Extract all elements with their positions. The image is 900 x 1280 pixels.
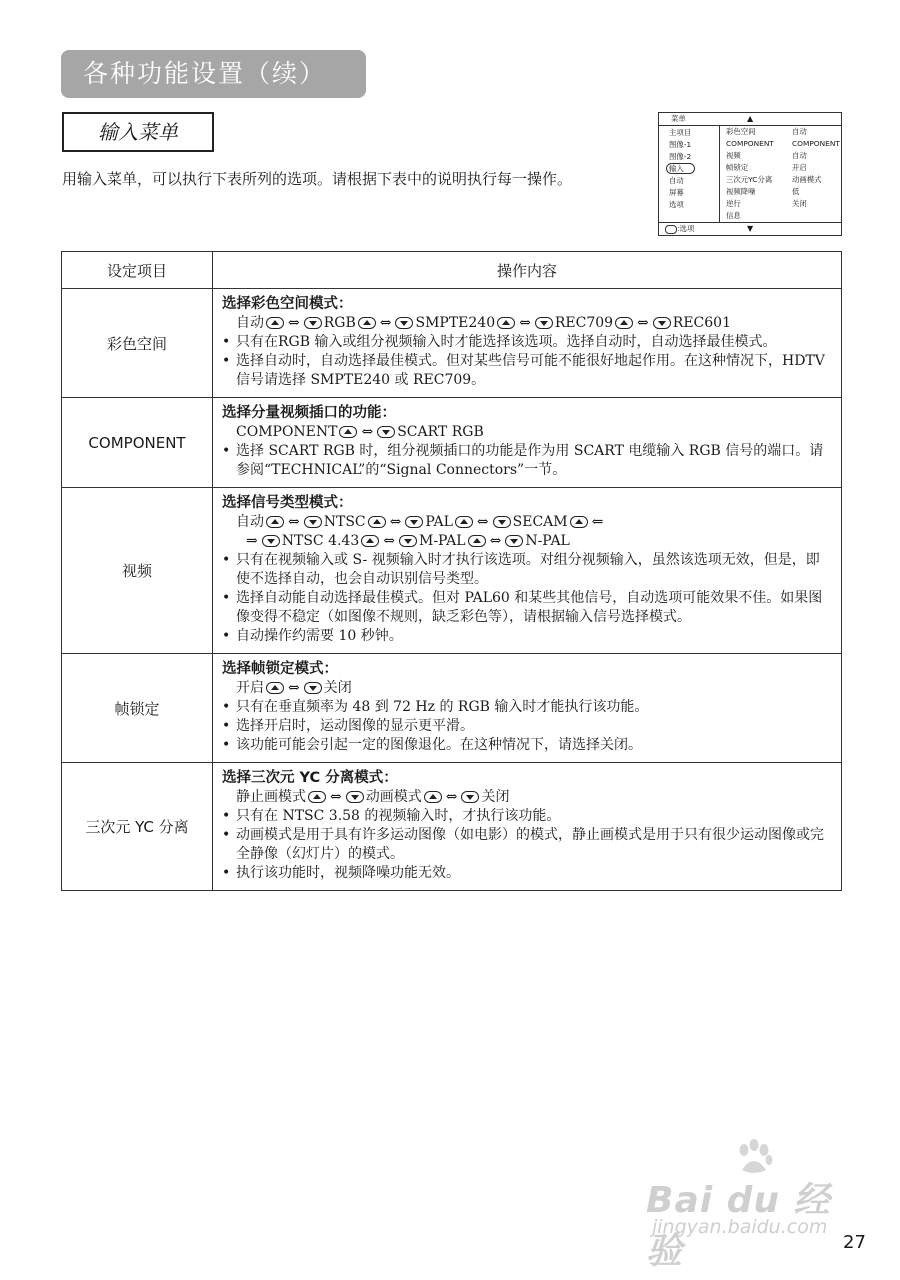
option-value: 动画模式 — [365, 789, 422, 805]
menu-row-key: COMPONENT — [726, 139, 774, 148]
arrow-symbol: ⇔ — [361, 424, 374, 440]
menu-footer-label: 选项 — [679, 224, 695, 233]
up-button-icon — [339, 426, 357, 438]
option-cycle — [222, 513, 831, 532]
down-button-icon — [377, 426, 395, 438]
option-value: N-PAL — [525, 533, 570, 549]
down-button-icon — [304, 317, 322, 329]
setting-name: COMPONENT — [62, 398, 213, 488]
up-button-icon — [570, 516, 588, 528]
arrow-symbol: ⇔ — [379, 315, 392, 331]
menu-row-value: 低 — [792, 187, 800, 196]
option-title: 选择帧锁定模式： — [222, 661, 338, 677]
note-bullet: • 选择自动能自动选择最佳模式。但对 PAL60 和某些其他信号，自动选项可能效果不佳。如果图像变得不稳定（如图像不规则，缺乏彩色等），请根据输入信号选择模式。 — [222, 589, 831, 627]
down-button-icon — [653, 317, 671, 329]
option-value: PAL — [425, 514, 453, 530]
down-button-icon — [346, 791, 364, 803]
table-header-row — [62, 252, 842, 289]
down-button-icon — [262, 535, 280, 547]
down-button-icon — [304, 516, 322, 528]
menu-footer: :选项 — [665, 223, 694, 234]
menu-left-item: 图像-1 — [669, 140, 692, 149]
scroll-down-icon: ▼ — [747, 224, 754, 233]
menu-left-item-selected: 输入 — [666, 163, 695, 174]
option-value: SCART RGB — [397, 424, 484, 440]
down-button-icon — [399, 535, 417, 547]
option-cycle — [222, 314, 831, 333]
menu-left-item: 屏幕 — [669, 188, 684, 197]
menu-row-value: 动画模式 — [792, 175, 822, 184]
option-value: REC601 — [672, 315, 731, 331]
down-button-icon — [405, 516, 423, 528]
menu-row-key: 逆行 — [726, 199, 741, 208]
up-button-icon — [266, 516, 284, 528]
menu-row — [720, 161, 841, 173]
table-row — [62, 289, 842, 398]
note-bullet: • 只有在垂直频率为 48 到 72 Hz 的 RGB 输入时才能执行该功能。 — [222, 698, 831, 717]
option-value: NTSC — [323, 514, 366, 530]
option-value: 静止画模式 — [236, 789, 306, 805]
arrow-symbol: ⇔ — [288, 315, 300, 331]
option-title: 选择三次元 YC 分离模式： — [222, 770, 398, 786]
option-value: 自动 — [236, 514, 264, 530]
chapter-title: 各种功能设置（续） — [83, 59, 327, 88]
note-bullet: • 动画模式是用于具有许多运动图像（如电影）的模式，静止画模式是用于只有很少运动图像或完全静像（幻灯片）的模式。 — [222, 826, 831, 864]
up-button-icon — [468, 535, 486, 547]
table-row — [62, 488, 842, 654]
menu-row — [720, 173, 841, 185]
option-cycle — [222, 788, 831, 807]
option-title: 选择彩色空间模式： — [222, 296, 353, 312]
menu-left-item: 自动 — [669, 176, 684, 185]
menu-row — [720, 125, 841, 137]
menu-left-item: 选项 — [669, 200, 684, 209]
menu-row — [720, 197, 841, 209]
menu-row-value: COMPONENT — [792, 139, 840, 148]
menu-row-key: 三次元YC分离 — [726, 175, 773, 184]
up-button-icon — [615, 317, 633, 329]
note-bullet: • 选择自动时，自动选择最佳模式。但对某些信号可能不能很好地起作用。在这种情况下，HDTV 信号请选择 SMPTE240 或 REC709。 — [222, 352, 831, 390]
option-value: COMPONENT — [236, 424, 338, 440]
menu-bottom-bar — [659, 222, 841, 235]
header-content: 操作内容 — [213, 252, 842, 289]
note-bullet: • 只有在RGB 输入或组分视频输入时才能选择该选项。选择自动时，自动选择最佳模式。 — [222, 333, 831, 352]
up-button-icon — [455, 516, 473, 528]
arrow-symbol: ⇔ — [288, 680, 300, 696]
up-button-icon — [358, 317, 376, 329]
up-button-icon — [308, 791, 326, 803]
menu-row — [720, 185, 841, 197]
option-cycle — [222, 679, 831, 698]
down-button-icon — [535, 317, 553, 329]
section-title: 输入菜单 — [98, 120, 178, 144]
note-bullet: • 执行该功能时，视频降噪功能无效。 — [222, 864, 831, 883]
menu-row-key: 视频 — [726, 151, 741, 160]
watermark-url: jingyan.baidu.com — [652, 1216, 828, 1238]
setting-description — [213, 289, 842, 398]
scroll-up-icon: ▲ — [747, 114, 754, 123]
up-button-icon — [497, 317, 515, 329]
option-value: 自动 — [236, 315, 264, 331]
up-button-icon — [368, 516, 386, 528]
menu-left-item: 图像-2 — [669, 152, 692, 161]
menu-row-key: 帧锁定 — [726, 163, 749, 172]
option-cycle — [222, 423, 831, 442]
table-row — [62, 654, 842, 763]
option-cycle — [222, 532, 831, 551]
arrow-symbol: ⇔ — [445, 789, 458, 805]
arrow-symbol: ⇔ — [489, 533, 502, 549]
menu-title: 菜单 — [671, 114, 686, 123]
note-bullet: • 选择开启时，运动图像的显示更平滑。 — [222, 717, 831, 736]
header-item: 设定项目 — [62, 252, 213, 289]
table-row — [62, 763, 842, 891]
page-number: 27 — [843, 1232, 866, 1253]
option-value: M-PAL — [418, 533, 466, 549]
menu-row-value: 关闭 — [792, 199, 807, 208]
menu-row — [720, 209, 841, 221]
arrow-symbol: ⇔ — [637, 315, 649, 331]
setting-description — [213, 654, 842, 763]
setting-description — [213, 488, 842, 654]
setting-name: 三次元 YC 分离 — [62, 763, 213, 891]
option-value: RGB — [323, 315, 356, 331]
up-button-icon — [266, 317, 284, 329]
option-value: REC709 — [554, 315, 614, 331]
menu-left-list — [669, 127, 695, 211]
option-title: 选择分量视频插口的功能： — [222, 405, 396, 421]
up-button-icon — [266, 682, 284, 694]
menu-screenshot — [658, 112, 842, 236]
menu-row-value: 自动 — [792, 151, 807, 160]
arrow-symbol: ⇔ — [330, 789, 342, 805]
up-button-icon — [424, 791, 442, 803]
arrow-symbol: ⇐ — [591, 514, 604, 530]
chapter-title-banner — [61, 50, 366, 98]
arrow-symbol: ⇔ — [476, 514, 489, 530]
arrow-symbol: ⇔ — [389, 514, 402, 530]
watermark-brand: Bai du 经验 — [646, 1180, 831, 1272]
menu-row-key: 信息 — [726, 211, 741, 220]
select-button-icon — [665, 225, 677, 234]
menu-right-list — [719, 125, 841, 223]
setting-description — [213, 398, 842, 488]
option-value: SMPTE240 — [415, 315, 496, 331]
menu-row-key: 彩色空间 — [726, 127, 756, 136]
baidu-watermark — [646, 1138, 846, 1272]
down-button-icon — [505, 535, 523, 547]
option-value: NTSC 4.43 — [281, 533, 360, 549]
menu-row — [720, 149, 841, 161]
note-bullet: • 自动操作约需要 10 秒钟。 — [222, 627, 831, 646]
down-button-icon — [304, 682, 322, 694]
option-value: 关闭 — [323, 680, 352, 696]
down-button-icon — [493, 516, 511, 528]
setting-name: 视频 — [62, 488, 213, 654]
option-value: SECAM — [512, 514, 568, 530]
table-row — [62, 398, 842, 488]
note-bullet: • 只有在视频输入或 S- 视频输入时才执行该选项。对组分视频输入，虽然该选项无效，但是，即使不选择自动，也会自动识别信号类型。 — [222, 551, 831, 589]
arrow-symbol: ⇔ — [519, 315, 531, 331]
menu-row — [720, 137, 841, 149]
intro-paragraph: 用输入菜单，可以执行下表所列的选项。请根据下表中的说明执行每一操作。 — [62, 170, 573, 188]
arrow-symbol: ⇒ — [246, 533, 258, 549]
note-bullet: • 该功能可能会引起一定的图像退化。在这种情况下，请选择关闭。 — [222, 736, 831, 755]
menu-row-key: 视频降噪 — [726, 187, 756, 196]
setting-name: 彩色空间 — [62, 289, 213, 398]
menu-row-value: 自动 — [792, 127, 807, 136]
down-button-icon — [461, 791, 479, 803]
setting-name: 帧锁定 — [62, 654, 213, 763]
menu-left-item: 主项目 — [669, 128, 692, 137]
input-menu-table — [61, 251, 842, 891]
down-button-icon — [395, 317, 413, 329]
up-button-icon — [361, 535, 379, 547]
arrow-symbol: ⇔ — [288, 514, 300, 530]
option-value: 开启 — [236, 680, 264, 696]
option-title: 选择信号类型模式： — [222, 495, 353, 511]
note-bullet: • 选择 SCART RGB 时，组分视频插口的功能是作为用 SCART 电缆输入 RGB 信号的端口。请参阅“TECHNICAL”的“Signal Connectors”一节。 — [222, 442, 831, 480]
arrow-symbol: ⇔ — [383, 533, 395, 549]
menu-row-value: 开启 — [792, 163, 807, 172]
setting-description — [213, 763, 842, 891]
note-bullet: • 只有在 NTSC 3.58 的视频输入时，才执行该功能。 — [222, 807, 831, 826]
section-title-box — [62, 112, 214, 152]
option-value: 关闭 — [481, 789, 510, 805]
